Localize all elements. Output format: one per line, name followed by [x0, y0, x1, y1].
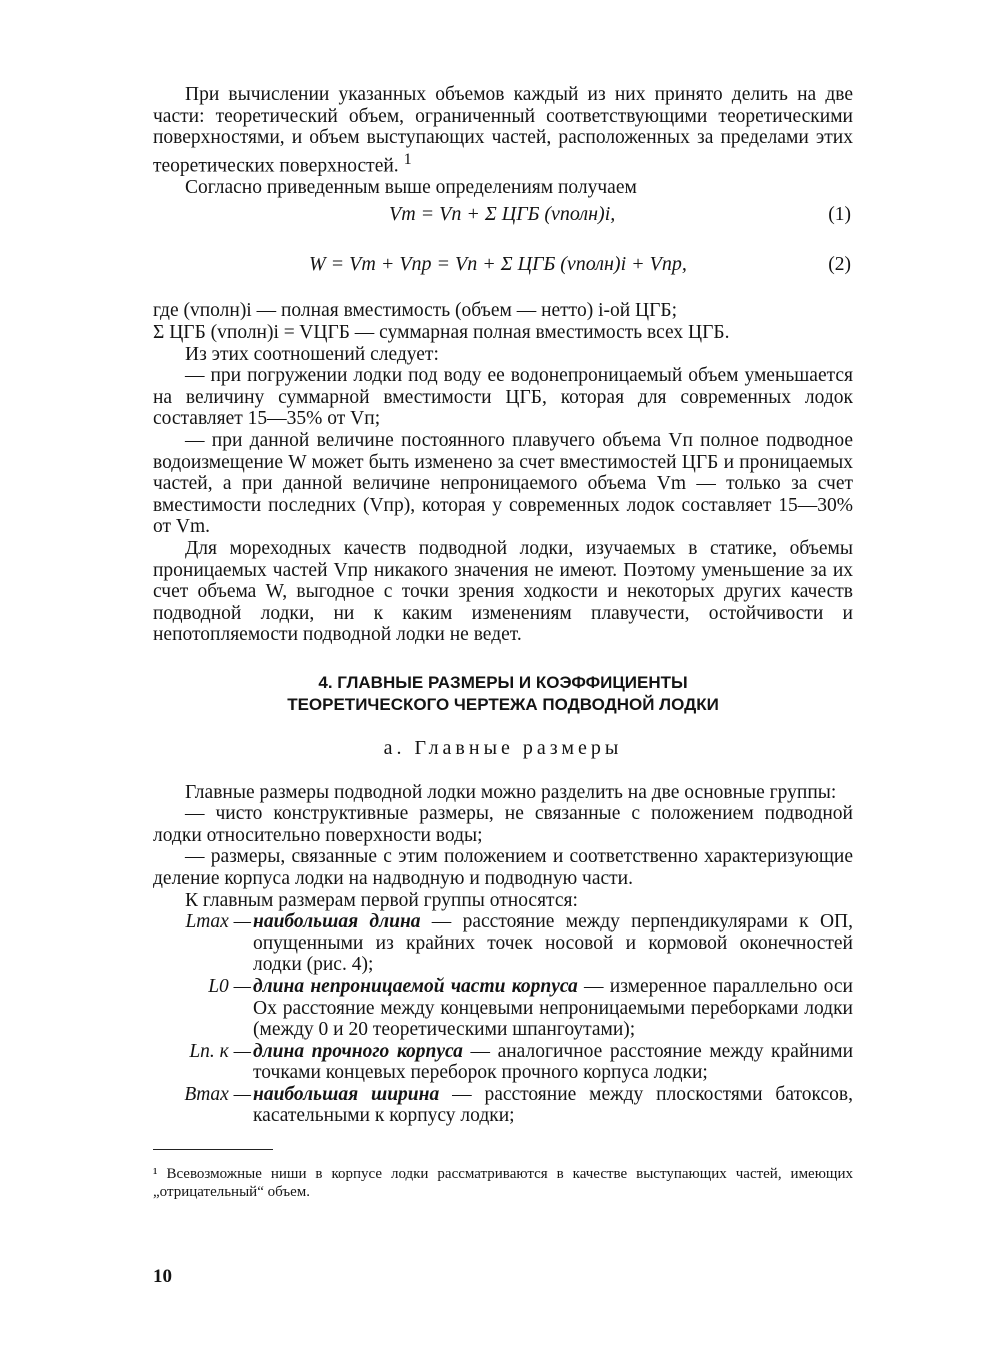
section-heading — [153, 672, 853, 716]
main-dims-paragraph-3: — размеры, связанные с этим положением и соответственно характеризующие деление корпуса лодки на надводную и подводную части. — [153, 846, 853, 889]
consequences-intro: Из этих соотношений следует: — [185, 343, 439, 365]
main-dims-paragraph-4: К главным размерам первой группы относятся: — [185, 889, 578, 911]
equation-2-number: (2) — [828, 254, 851, 276]
definition-bmax — [153, 1084, 853, 1127]
equation-1-number: (1) — [828, 204, 851, 226]
section-heading-line-1: 4. ГЛАВНЫЕ РАЗМЕРЫ И КОЭФФИЦИЕНТЫ — [318, 672, 688, 692]
paragraph-volumes: При вычислении указанных объемов каждый из них принято делить на две части: теоретический объем, ограниченный соответствующими теоретическими поверхностями, и объем выступающих частей, расположенных за пределами этих теоретических поверхностей. $^1$ — [153, 84, 853, 177]
definition-text: — аналогичное расстояние между крайними точками концевых переборок прочного корпуса лодки; — [253, 1040, 854, 1084]
equation-1-formula: Vm = Vп + Σ ЦГБ (vполн)i, — [389, 203, 616, 226]
main-dims-paragraph-2: — чисто конструктивные размеры, не связанные с положением подводной лодки относительно поверхности воды; — [153, 803, 853, 846]
definition-term: Lmax — — [185, 911, 251, 933]
where-line-2: Σ ЦГБ (vполн)i = VЦГБ — суммарная полная вместимость всех ЦГБ. — [153, 322, 730, 344]
definition-text: — расстояние между перпендикулярами к ОП, опущенными из крайних точек носовой и кормовой оконечностей лодки (рис. 4); — [253, 911, 853, 976]
definition-name: наибольшая ширина — [253, 1083, 440, 1105]
definition-name: наибольшая длина — [253, 911, 421, 933]
main-dims-paragraph-1: Главные размеры подводной лодки можно разделить на две основные группы: — [185, 781, 837, 803]
consequence-2: — при данной величине постоянного плавучего объема Vп полное подводное водоизмещение W может быть изменено за счет вместимостей ЦГБ и проницаемых частей, а при данной величине непроницаемого объема Vm — только за счет вместимости последних (Vпр), которая у современных лодок составляет 15—30% от Vm. — [153, 430, 853, 538]
definition-text: — измеренное параллельно оси Ox расстояние между концевыми непроницаемыми переборками лодки (между 0 и 20 теоретическими шпангоутами); — [253, 975, 853, 1041]
footnote-mark: 1 — [403, 149, 412, 168]
consequence-3: Для мореходных качеств подводной лодки, изучаемых в статике, объемы проницаемых частей Vпр никакого значения не имеют. Поэтому уменьшение за их счет объема W, выгодное с точки зрения ходкости и некоторых других качеств подводной лодки, ни к каким изменениям плавучести, остойчивости и непотопляемости подводной лодки не ведет. — [153, 538, 853, 646]
consequence-1: — при погружении лодки под воду ее водонепроницаемый объем уменьшается на величину суммарной вместимости ЦГБ, которая для современных лодок составляет 15—35% от Vп; — [153, 365, 853, 430]
equation-2 — [153, 248, 853, 298]
page-number: 10 — [153, 1266, 172, 1287]
subsection-heading: а. Главные размеры — [383, 736, 623, 759]
definition-lmax — [153, 911, 853, 976]
equation-2-formula: W = Vm + Vпр = Vп + Σ ЦГБ (vполн)i + Vпр, — [309, 253, 687, 276]
definition-text: — расстояние между плоскостями батоксов, касательными к корпусу лодки; — [253, 1083, 853, 1127]
paragraph-definitions-intro: Согласно приведенным выше определениям получаем — [185, 176, 637, 198]
where-line-1: где (vполн)i — полная вместимость (объем — нетто) i-ой ЦГБ; — [153, 300, 678, 322]
definition-name: длина прочного корпуса — [253, 1040, 463, 1062]
footnote: ¹ Всевозможные ниши в корпусе лодки рассматриваются в качестве выступающих частей, имеющих „отрицательный“ объем. — [153, 1166, 853, 1201]
definition-term: Lп. к — — [189, 1040, 251, 1062]
section-heading-line-2: ТЕОРЕТИЧЕСКОГО ЧЕРТЕЖА ПОДВОДНОЙ ЛОДКИ — [287, 694, 719, 714]
definition-l0 — [153, 976, 853, 1041]
definition-term: L0 — — [208, 975, 251, 997]
definition-term: Bmax — — [184, 1083, 251, 1105]
page-body — [153, 84, 853, 1216]
definition-name: длина непроницаемой части корпуса — [253, 975, 578, 997]
equation-1 — [153, 198, 853, 248]
definition-lpk — [153, 1041, 853, 1084]
footnote-divider — [153, 1149, 273, 1150]
